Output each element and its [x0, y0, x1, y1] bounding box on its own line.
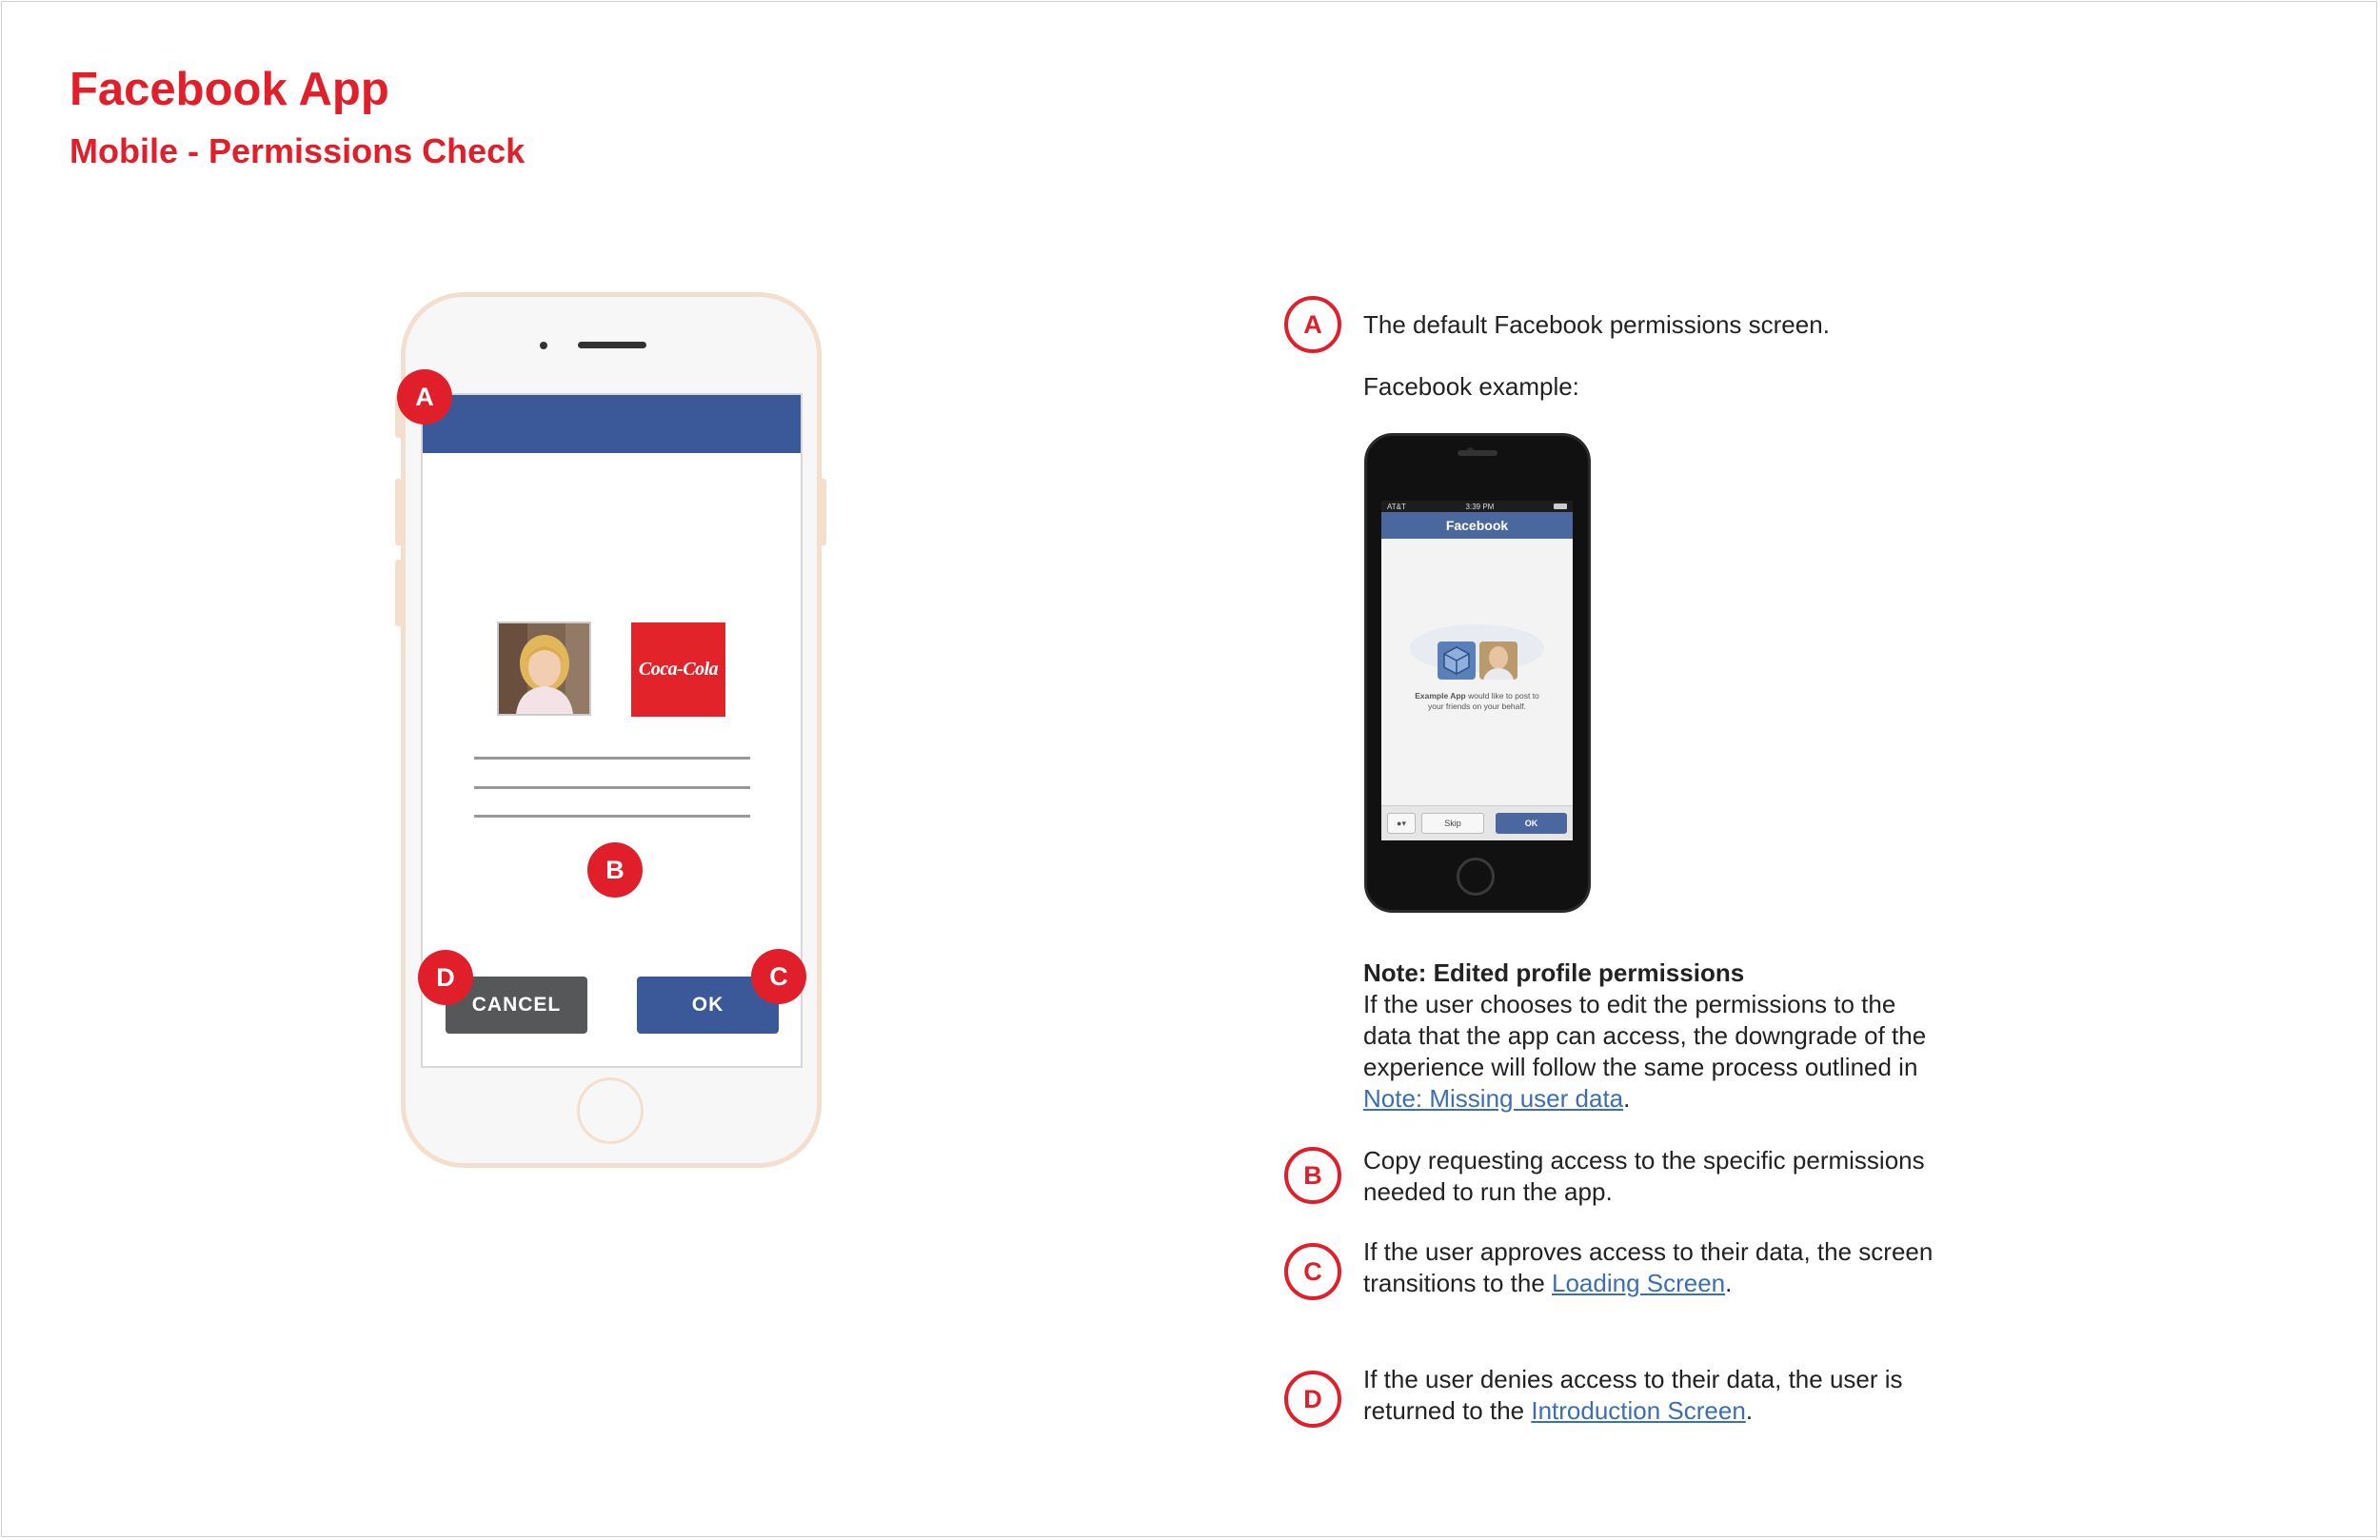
facebook-example-label: Facebook example:	[1363, 372, 1579, 401]
marker-b: B	[587, 842, 643, 898]
note-end: .	[1623, 1084, 1631, 1113]
example-app-icon	[1438, 642, 1476, 680]
annotation-a-text: The default Facebook permissions screen.	[1363, 310, 1830, 339]
example-skip-button[interactable]: Skip	[1421, 813, 1484, 834]
marker-d: D	[418, 950, 473, 1005]
annotation-d-end: .	[1745, 1396, 1754, 1425]
user-photo-icon	[499, 623, 589, 714]
example-carrier: AT&T	[1387, 502, 1406, 511]
note-title: Note: Edited profile permissions	[1363, 958, 1745, 987]
example-phone-speaker	[1458, 450, 1497, 456]
example-ok-button[interactable]: OK	[1496, 813, 1567, 834]
note-line3: experience will follow the same process outlined in	[1363, 1053, 1918, 1081]
facebook-example-screen	[1381, 501, 1573, 840]
annotation-d-text	[1363, 1364, 1903, 1427]
annotation-c-line2: transitions to the	[1363, 1269, 1552, 1297]
example-request-line2: your friends on your behalf.	[1427, 701, 1526, 711]
marker-c: C	[751, 949, 806, 1004]
annotation-c-end: .	[1725, 1269, 1733, 1297]
phone-camera	[540, 342, 547, 349]
annotation-badge-c: C	[1284, 1243, 1341, 1300]
facebook-header-bar	[423, 395, 801, 453]
brand-logo-text: Coca-Cola	[638, 659, 719, 680]
battery-icon	[1554, 503, 1567, 509]
missing-user-data-link[interactable]: Note: Missing user data	[1363, 1084, 1624, 1113]
example-request-text	[1391, 691, 1563, 712]
phone-power-button	[819, 479, 826, 545]
example-audience-button[interactable]	[1387, 813, 1416, 834]
wireframe-screen	[421, 393, 803, 1068]
annotation-d-line2: returned to the	[1363, 1396, 1532, 1425]
example-app-name: Example App	[1415, 691, 1466, 701]
audience-icon: ●▾	[1397, 818, 1406, 828]
ok-button[interactable]: OK	[637, 977, 779, 1034]
annotation-b-text	[1363, 1145, 1925, 1208]
note-block	[1363, 958, 1926, 1115]
example-phone-home-button	[1457, 858, 1495, 896]
example-request-line1: would like to post to	[1465, 691, 1539, 701]
annotation-badge-a: A	[1284, 296, 1341, 353]
brand-logo	[631, 622, 725, 717]
example-user-icon	[1479, 642, 1517, 680]
phone-volume-up	[395, 479, 403, 545]
copy-placeholder-line	[474, 757, 750, 760]
page-frame	[1, 1, 2377, 1537]
note-line1: If the user chooses to edit the permissions to the	[1363, 990, 1896, 1018]
annotation-c-text	[1363, 1236, 1933, 1299]
phone-volume-down	[395, 560, 403, 626]
example-glow	[1410, 624, 1544, 672]
loading-screen-link[interactable]: Loading Screen	[1552, 1269, 1726, 1297]
cancel-button[interactable]: CANCEL	[446, 977, 587, 1034]
example-nav-bar: Facebook	[1381, 512, 1573, 539]
copy-placeholder-line	[474, 786, 750, 789]
introduction-screen-link[interactable]: Introduction Screen	[1531, 1396, 1746, 1425]
annotation-d-line1: If the user denies access to their data, the user is	[1363, 1365, 1903, 1393]
marker-a: A	[397, 369, 452, 424]
page-subtitle: Mobile - Permissions Check	[69, 131, 526, 170]
phone-speaker	[578, 342, 646, 348]
example-time: 3:39 PM	[1465, 502, 1495, 511]
copy-placeholder-line	[474, 815, 750, 818]
annotation-badge-d: D	[1284, 1371, 1341, 1428]
phone-home-button	[577, 1077, 644, 1144]
note-line2: data that the app can access, the downgrade of the	[1363, 1021, 1927, 1050]
annotation-c-line1: If the user approves access to their data, the screen	[1363, 1237, 1934, 1266]
example-status-bar	[1381, 501, 1573, 512]
annotation-badge-b: B	[1284, 1147, 1341, 1204]
annotation-b-line1: Copy requesting access to the specific permissions	[1363, 1146, 1925, 1175]
page-title: Facebook App	[69, 64, 389, 115]
annotation-b-line2: needed to run the app.	[1363, 1177, 1613, 1206]
user-avatar	[497, 622, 591, 716]
